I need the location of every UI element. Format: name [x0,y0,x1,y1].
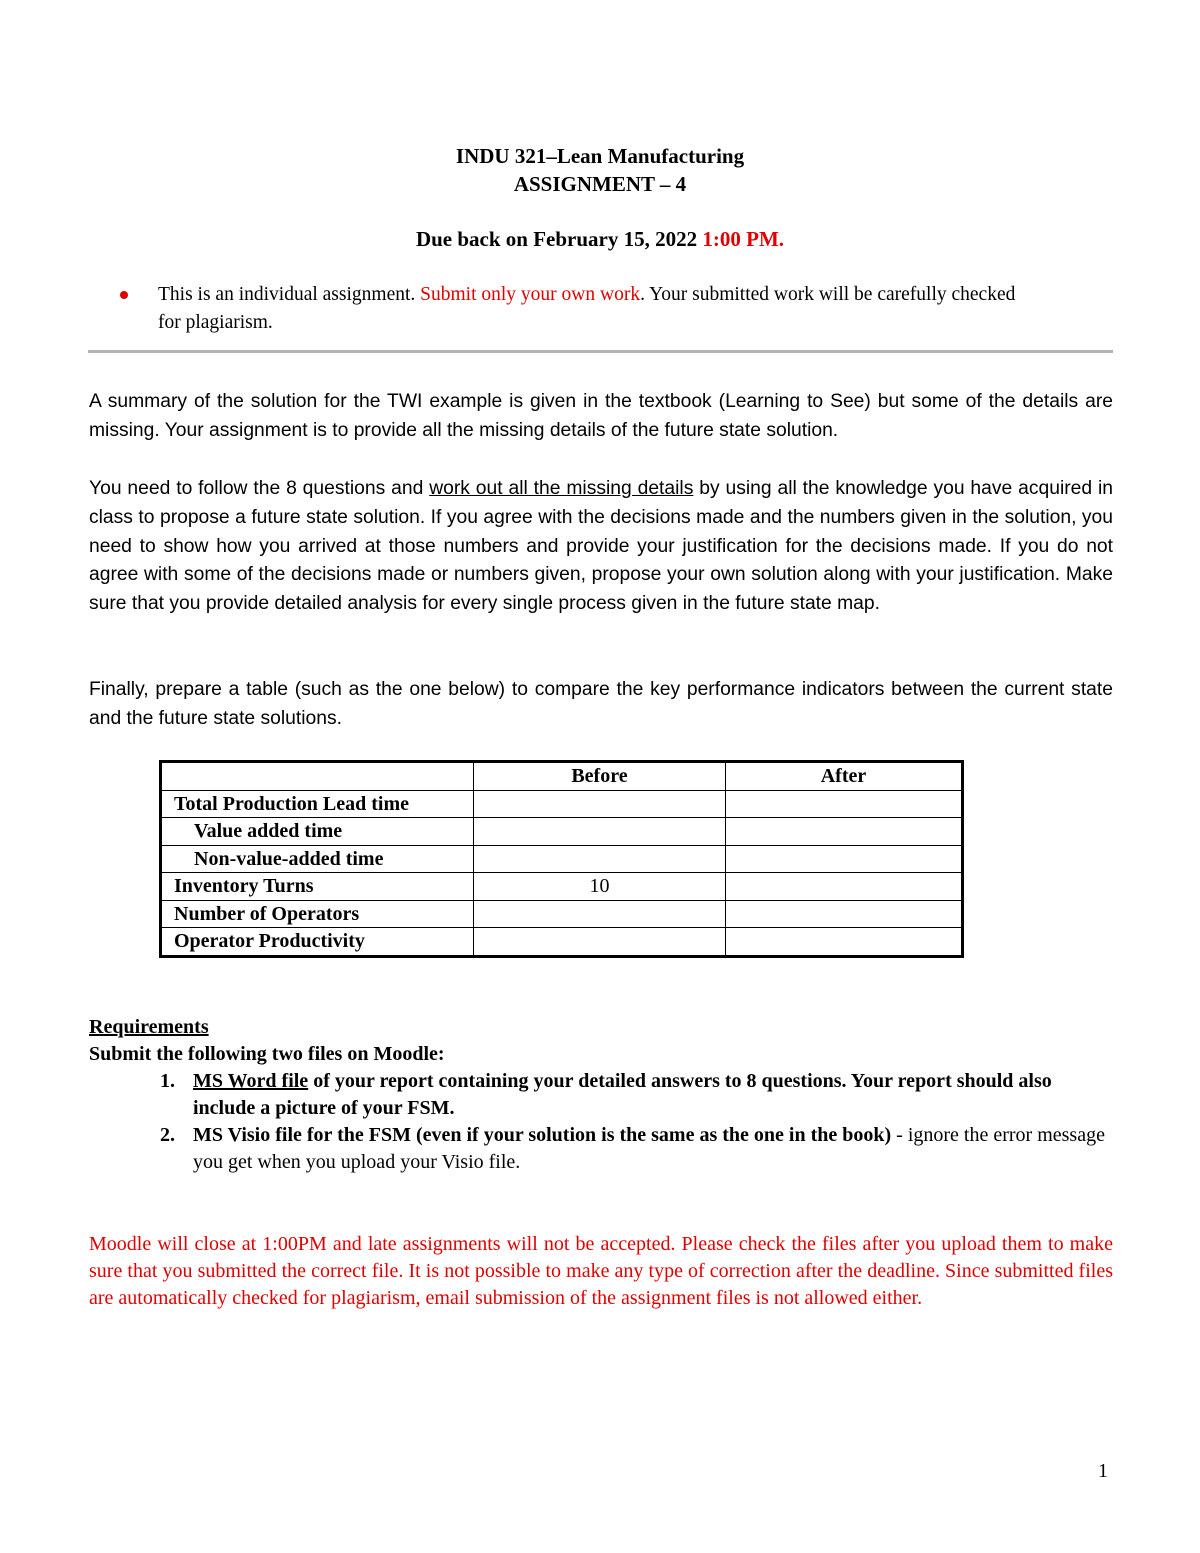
table-header-cell: After [725,762,962,791]
bullet-icon [120,291,128,299]
para2-start: You need to follow the 8 questions and [89,478,430,499]
before-cell [473,928,725,957]
para2-end: by using all the knowledge you have acquired in class to propose a future state solution. If you agree with the decisions made and the numbers given in the solution, you need to show how you arrived at those numbers and provide your justification for the decisions made. If you do not agree with some of the decisions made or numbers given, propose your own solution along with your justification. Make sure that you provide detailed analysis for every single process given in the future state map. [89,478,1113,615]
after-cell [725,873,962,901]
requirements-intro: Submit the following two files on Moodle: [89,1043,445,1065]
para2-underlined: work out all the missing details [429,478,694,499]
after-cell [725,818,962,846]
before-cell: 10 [473,873,725,901]
table-row [161,928,963,957]
table-row [161,790,963,818]
row-label: Number of Operators [161,900,474,928]
page-number: 1 [1098,1460,1108,1482]
table-header-row [161,762,963,791]
table-row [161,818,963,846]
visio-file-label: MS Visio file for the FSM (even if your solution is the same as the one in the book) [193,1124,892,1146]
word-file-label: MS Word file [193,1070,309,1092]
paragraph-instructions [89,475,1113,619]
notice-part3: . Your submitted work will be carefully checked for plagiarism. [158,284,1016,333]
due-date-time: 1:00 PM. [702,227,785,251]
notice-text [158,281,1040,337]
horizontal-divider [88,350,1113,353]
before-cell [473,845,725,873]
due-date [0,225,1200,253]
after-cell [725,900,962,928]
course-title: INDU 321–Lean Manufacturing [455,144,745,168]
table-header-cell: Before [473,762,725,791]
kpi-table [159,760,964,958]
list-number: 2. [160,1124,175,1146]
notice-part1: This is an individual assignment. [158,284,421,305]
requirements-heading: Requirements [89,1016,209,1038]
after-cell [725,845,962,873]
list-number: 1. [160,1070,175,1092]
after-cell [725,928,962,957]
before-cell [473,818,725,846]
row-label: Total Production Lead time [161,790,474,818]
notice-bullet [120,281,1040,337]
before-cell [473,900,725,928]
list-item [89,1068,1113,1122]
closing-warning: Moodle will close at 1:00PM and late assignments will not be accepted. Please check the files after you upload them to make sure that you submitted the correct file. It is not possible to make any type of correction after the deadline. Since submitted files are automatically checked for plagiarism, email submission of the assignment files is not allowed either. [89,1233,1113,1309]
notice-warning: Submit only your own work [420,284,641,305]
table-row [161,873,963,901]
table-row [161,900,963,928]
row-label: Non-value-added time [161,845,474,873]
after-cell [725,790,962,818]
due-date-prefix: Due back on February 15, 2022 [415,227,703,251]
table-row [161,845,963,873]
list-item [89,1122,1113,1176]
paragraph-table-intro: Finally, prepare a table (such as the one below) to compare the key performance indicators between the current state and the future state solutions. [89,679,1113,729]
row-label: Inventory Turns [161,873,474,901]
before-cell [473,790,725,818]
paragraph-summary: A summary of the solution for the TWI example is given in the textbook (Learning to See) but some of the details are missing. Your assignment is to provide all the missing details of the future state solution. [89,391,1113,441]
item2-text: - ignore the error message you get when you upload your Visio file. [193,1124,1105,1173]
table-header-cell [161,762,474,791]
assignment-title: ASSIGNMENT – 4 [513,172,687,196]
item1-text: of your report containing your detailed answers to 8 questions. Your report should also include a picture of your FSM. [193,1070,1052,1119]
row-label: Value added time [161,818,474,846]
requirements-section [89,1014,1113,1176]
row-label: Operator Productivity [161,928,474,957]
